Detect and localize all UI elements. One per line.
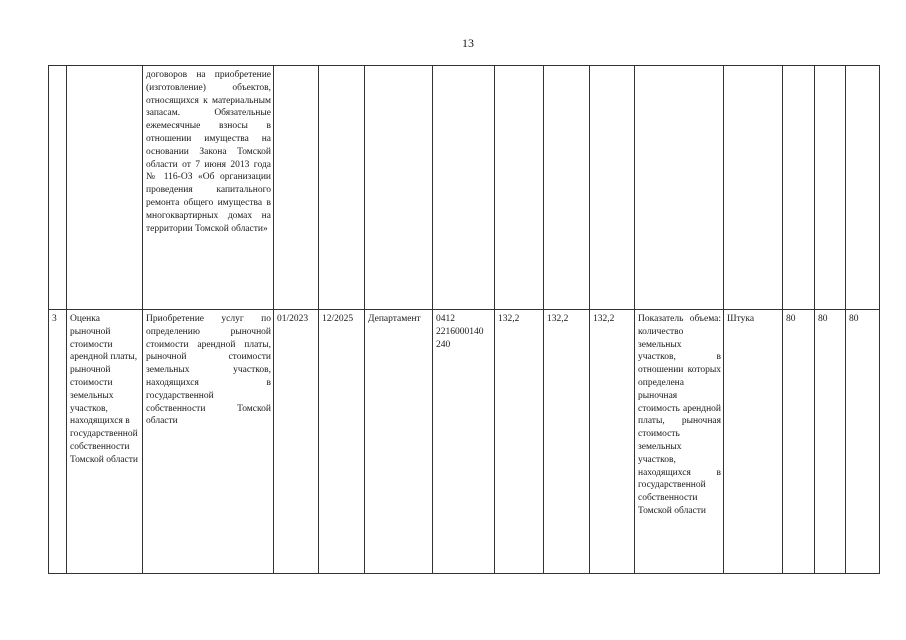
amount-cell: 132,2 [495,310,544,574]
value-cell [783,66,815,310]
event-name-cell [67,66,143,310]
value-cell [815,66,846,310]
table-row [49,66,880,310]
indicator-cell [635,66,724,310]
amount-cell: 132,2 [590,310,635,574]
indicator-cell: Показатель объема: количество земельных участков, в отношении которых определена рыночная стоимость арендной платы, рыночная стоимость земельных участков, находящихся в государственной собственности Томской области [635,310,724,574]
value-cell [846,66,880,310]
amount-cell [544,66,590,310]
executor-cell: Департамент [365,310,433,574]
end-date-cell: 12/2025 [319,310,365,574]
executor-cell [365,66,433,310]
amount-cell: 132,2 [544,310,590,574]
budget-code-cell [433,66,495,310]
amount-cell [495,66,544,310]
program-table [48,65,880,574]
unit-cell [724,66,783,310]
page-number: 13 [462,36,474,50]
start-date-cell: 01/2023 [274,310,319,574]
row-number-cell: 3 [49,310,67,574]
budget-code-cell: 0412 2216000140 240 [433,310,495,574]
description-cell: договоров на приобретение (изготовление) объектов, относящихся к материальным запасам. Обязательные ежемесячные взносы в отношении имущества на основании Закона Томской области от 7 июня 2013 года № 116-ОЗ «Об организации проведения капитального ремонта общего имущества в многоквартирных домах на территории Томской области» [143,66,274,310]
value-cell: 80 [846,310,880,574]
table-row [49,310,880,574]
value-cell: 80 [783,310,815,574]
unit-cell: Штука [724,310,783,574]
end-date-cell [319,66,365,310]
value-cell: 80 [815,310,846,574]
row-number-cell [49,66,67,310]
start-date-cell [274,66,319,310]
event-name-cell: Оценка рыночной стоимости арендной платы, рыночной стоимости земельных участков, находящихся в государственной собственности Томской области [67,310,143,574]
amount-cell [590,66,635,310]
description-cell: Приобретение услуг по определению рыночной стоимости арендной платы, рыночной стоимости земельных участков, находящихся в государственной собственности Томской области [143,310,274,574]
